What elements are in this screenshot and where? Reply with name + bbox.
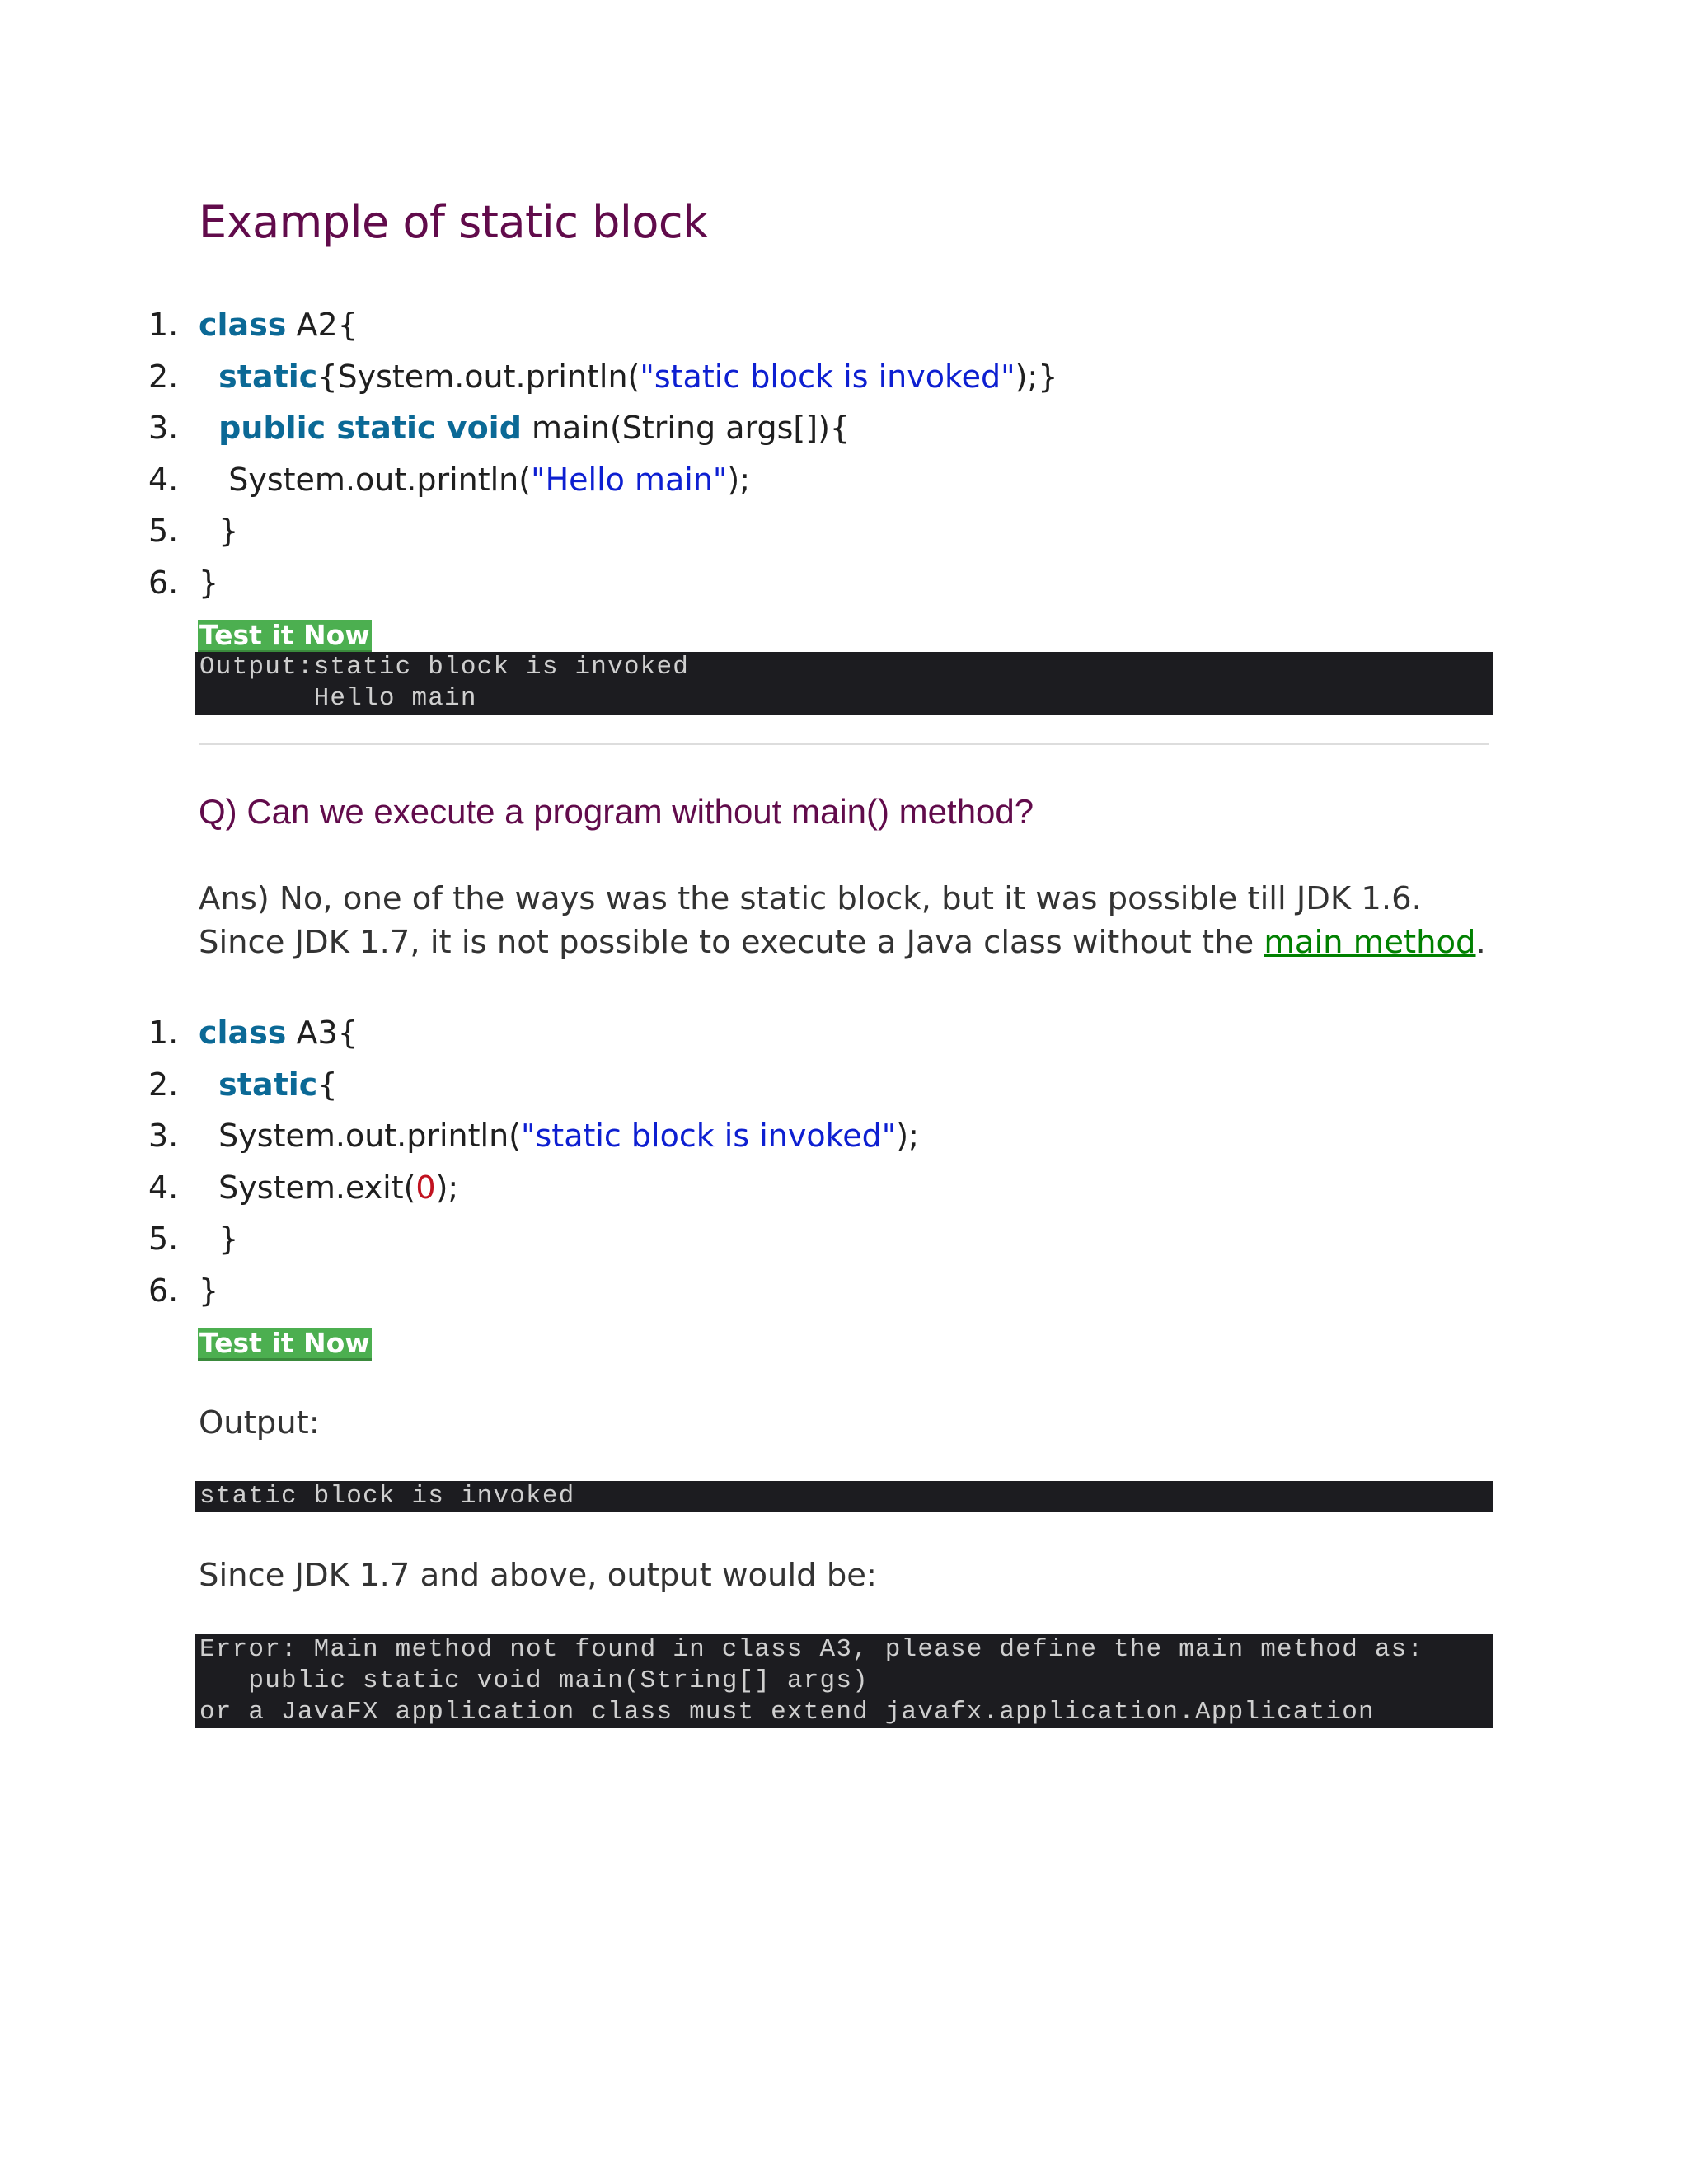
output-box: Output:static block is invoked Hello main xyxy=(195,652,1493,715)
code-token: } xyxy=(199,564,219,601)
code-string: "static block is invoked" xyxy=(640,358,1015,395)
code-keyword: class xyxy=(199,1015,287,1051)
code-token: ); xyxy=(896,1118,919,1155)
code-text xyxy=(199,454,750,506)
line-number: 2. xyxy=(148,1066,179,1103)
code-keyword: public static void xyxy=(218,410,522,447)
output-label: Output: xyxy=(199,1404,320,1441)
code-token: System.out.println( xyxy=(199,1118,522,1155)
code-text xyxy=(199,505,238,557)
code-token: { xyxy=(317,1066,338,1103)
code-token: main(String args[]){ xyxy=(521,410,851,447)
code-token: {System.out.println( xyxy=(317,358,640,395)
section-heading: Example of static block xyxy=(199,196,708,248)
code-string: "static block is invoked" xyxy=(521,1118,897,1155)
output-box: static block is invoked xyxy=(195,1481,1493,1512)
code-text xyxy=(199,1265,218,1317)
code-text xyxy=(199,402,850,454)
line-number: 6. xyxy=(148,1272,179,1309)
code-text xyxy=(199,351,1057,403)
code-token: System.exit( xyxy=(199,1169,416,1206)
code-token xyxy=(199,1066,218,1103)
code-token: ); xyxy=(727,461,751,498)
code-text xyxy=(199,1213,238,1265)
code-token: System.out.println( xyxy=(199,461,532,498)
error-output-box: Error: Main method not found in class A3, please define the main method as: public static void main(String[] args) or a JavaFX application class must extend javafx.application.Application xyxy=(195,1634,1493,1728)
answer-paragraph xyxy=(199,877,1493,964)
code-token xyxy=(199,410,218,446)
code-text xyxy=(199,557,218,609)
code-token: } xyxy=(199,1272,219,1309)
line-number: 6. xyxy=(148,564,179,601)
section-divider xyxy=(199,743,1489,745)
code-token: A2{ xyxy=(286,307,358,343)
line-number: 1. xyxy=(148,1015,179,1051)
code-text xyxy=(199,299,358,351)
test-it-now-button[interactable]: Test it Now xyxy=(199,619,370,651)
answer-text: Ans) No, one of the ways was the static block, but it was possible till JDK 1.6. Since JDK 1.7, it is not possible to execute a Java class without the xyxy=(199,880,1422,961)
since-jdk-text: Since JDK 1.7 and above, output would be: xyxy=(199,1557,877,1594)
line-number: 1. xyxy=(148,307,179,343)
code-text xyxy=(199,1110,919,1162)
line-number: 4. xyxy=(148,1169,179,1206)
line-number: 2. xyxy=(148,358,179,395)
code-keyword: static xyxy=(218,358,318,395)
line-number: 3. xyxy=(148,410,179,447)
code-keyword: static xyxy=(218,1066,318,1103)
code-text xyxy=(199,1059,338,1111)
code-number: 0 xyxy=(415,1169,436,1206)
answer-text-end: . xyxy=(1475,924,1486,961)
code-token: ); xyxy=(435,1169,459,1206)
code-token xyxy=(199,359,218,395)
code-text xyxy=(199,1162,458,1214)
code-token: );} xyxy=(1015,358,1058,395)
code-token: } xyxy=(199,1221,239,1258)
code-text xyxy=(199,1007,358,1059)
line-number: 4. xyxy=(148,461,179,498)
test-it-now-button[interactable]: Test it Now xyxy=(199,1327,370,1359)
question-heading: Q) Can we execute a program without main() method? xyxy=(199,792,1034,831)
line-number: 3. xyxy=(148,1118,179,1155)
main-method-link[interactable]: main method xyxy=(1264,924,1476,961)
code-string: "Hello main" xyxy=(531,461,728,498)
code-token: A3{ xyxy=(286,1015,358,1051)
line-number: 5. xyxy=(148,1221,179,1258)
code-token: } xyxy=(199,513,239,550)
code-keyword: class xyxy=(199,307,287,343)
line-number: 5. xyxy=(148,513,179,550)
